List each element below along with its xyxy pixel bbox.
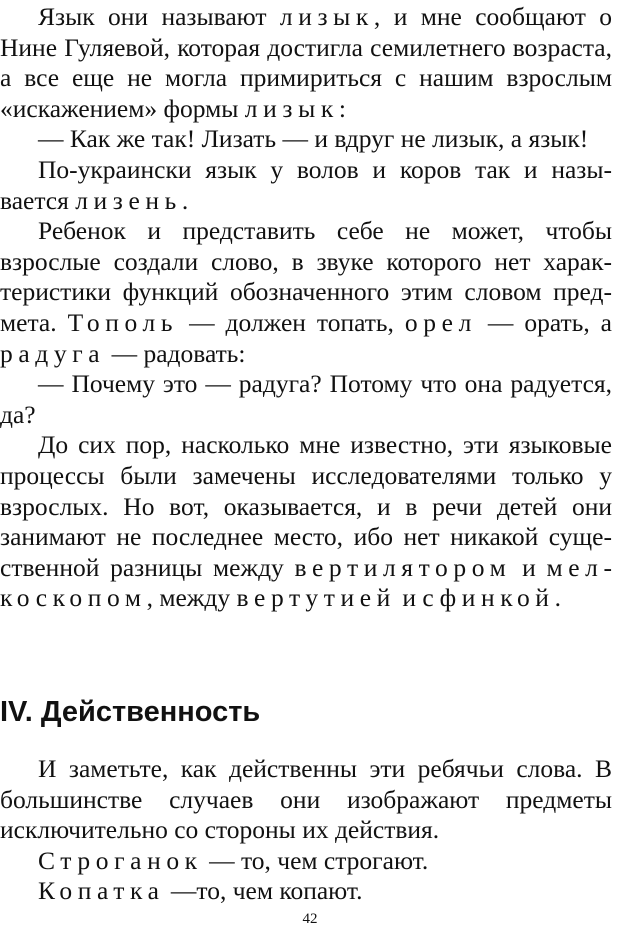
text-run: , между [146,583,237,613]
text-run: , и мне сообщают о Нине Гуляевой, которая достигла семилетнего возраста, а все еще не могла примириться с нашим взрослым «искажением» формы [0,2,612,123]
emphasized-word: Копатка [38,876,165,906]
paragraph [0,2,612,124]
text-run: До сих пор, насколько мне известно, эти языковые процессы были замечены исследователями только у взрослых. Но вот, оказывается, и в речи детей они занимают не последнее место, ибо нет никакой существенной разницы между [0,430,612,582]
text-run: —то, чем копают. [164,876,363,906]
text-run: По-украински язык у волов и коров так и называется [0,154,612,215]
paragraph [0,876,612,907]
emphasized-word: лизык [279,2,374,31]
text-run: . [554,583,561,613]
emphasized-word: орел [404,307,477,337]
text-run: — то, чем строгают. [202,845,429,875]
text-run: Ребенок и представить себе не может, чтобы взрослые создали слово, в звуке которого нет характеристики функций обозначенного этим словом предмета. [0,216,612,337]
text-run: . [181,185,189,215]
text-run: — должен топать, [178,307,405,337]
emphasized-word: Строганок [38,845,203,875]
paragraph [0,216,612,369]
text-run: и [395,583,423,613]
emphasized-word: мелкоскопом [0,552,612,613]
text-run: и [511,552,547,582]
emphasized-word: Тополь [67,307,179,337]
section-heading: IV. Действенность [0,696,261,728]
paragraph [0,155,612,216]
body-text-section-1 [0,2,612,614]
emphasized-word: сфинкой [422,583,555,613]
paragraph [0,430,612,614]
paragraph [0,846,612,877]
emphasized-word: вертилятором [294,552,512,582]
paragraph-quote: — Почему это — радуга? Потому что она радуется, да? [0,369,612,429]
text-run: : [338,93,346,123]
emphasized-word: вертутией [236,583,396,613]
paragraph: И заметьте, как действенны эти ребячьи слова. В большинстве случаев они изображают предметы исключительно со стороны их действия. [0,754,612,845]
paragraph-quote: — Как же так! Лизать — и вдруг не лизык, а язык! [38,124,589,154]
emphasized-word: радуга [0,338,106,368]
text-run: Язык они называют [38,2,280,31]
text-run: — радовать: [105,338,246,368]
emphasized-word: лизык [244,93,339,123]
page-number: 42 [302,911,318,927]
body-text-section-2 [0,754,612,907]
text-run: — орать, а [476,307,613,337]
emphasized-word: лизень [75,185,182,215]
